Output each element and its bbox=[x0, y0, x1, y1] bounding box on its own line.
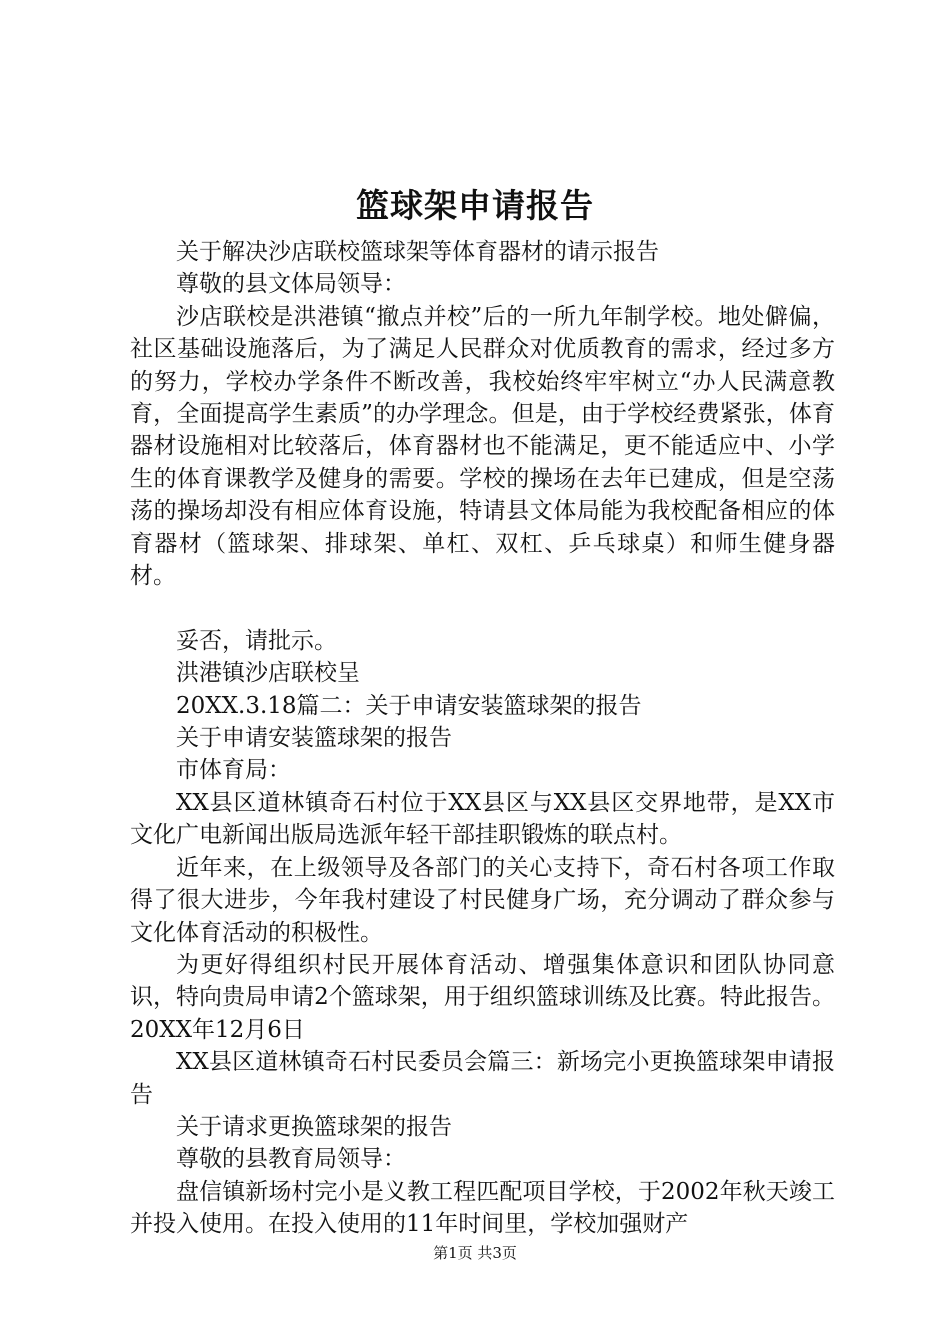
paragraph: 近年来，在上级领导及各部门的关心支持下，奇石村各项工作取得了很大进步，今年我村建设了村民健身广场，充分调动了群众参与文化体育活动的积极性。 bbox=[130, 854, 835, 946]
paragraph: 尊敬的县教育局领导： bbox=[176, 1146, 406, 1173]
paragraph: 市体育局： bbox=[176, 757, 291, 784]
document-title: 篮球架申请报告 bbox=[356, 186, 594, 225]
document-body bbox=[130, 236, 835, 1241]
paragraph: 为更好得组织村民开展体育活动、增强集体意识和团队协同意识，特向贵局申请2个篮球架，用于组织篮球训练及比赛。特此报告。20XX年12月6日 bbox=[130, 951, 835, 1043]
page-footer: 第1页 共3页 bbox=[433, 1244, 517, 1262]
blank-line bbox=[130, 592, 835, 624]
paragraph: 关于解决沙店联校篮球架等体育器材的请示报告 bbox=[176, 239, 659, 265]
paragraph: 关于申请安装篮球架的报告 bbox=[176, 725, 452, 752]
paragraph: 关于请求更换篮球架的报告 bbox=[176, 1113, 452, 1140]
paragraph: 尊敬的县文体局领导： bbox=[176, 271, 406, 298]
paragraph: 沙店联校是洪港镇“撤点并校”后的一所九年制学校。地处僻偏，社区基础设施落后，为了满足人民群众对优质教育的需求，经过多方的努力，学校办学条件不断改善，我校始终牢牢树立“办人民满意教育，全面提高学生素质”的办学理念。但是，由于学校经费紧张，体育器材设施相对比较落后，体育器材也不能满足，更不能适应中、小学生的体育课教学及健身的需要。学校的操场在去年已建成，但是空荡荡的操场却没有相应体育设施，特请县文体局能为我校配备相应的体育器材（篮球架、排球架、单杠、双杠、乒乓球桌）和师生健身器材。 bbox=[130, 303, 835, 590]
paragraph: XX县区道林镇奇石村位于XX县区与XX县区交界地带，是XX市文化广电新闻出版局选派年轻干部挂职锻炼的联点村。 bbox=[130, 789, 835, 849]
paragraph: 洪港镇沙店联校呈 bbox=[176, 660, 360, 687]
paragraph: 盘信镇新场村完小是义教工程匹配项目学校，于2002年秋天竣工并投入使用。在投入使用的11年时间里，学校加强财产 bbox=[130, 1178, 835, 1238]
paragraph: 20XX.3.18篇二：关于申请安装篮球架的报告 bbox=[176, 692, 642, 719]
paragraph: XX县区道林镇奇石村民委员会篇三：新场完小更换篮球架申请报告 bbox=[130, 1049, 835, 1108]
paragraph: 妥否，请批示。 bbox=[176, 627, 337, 654]
